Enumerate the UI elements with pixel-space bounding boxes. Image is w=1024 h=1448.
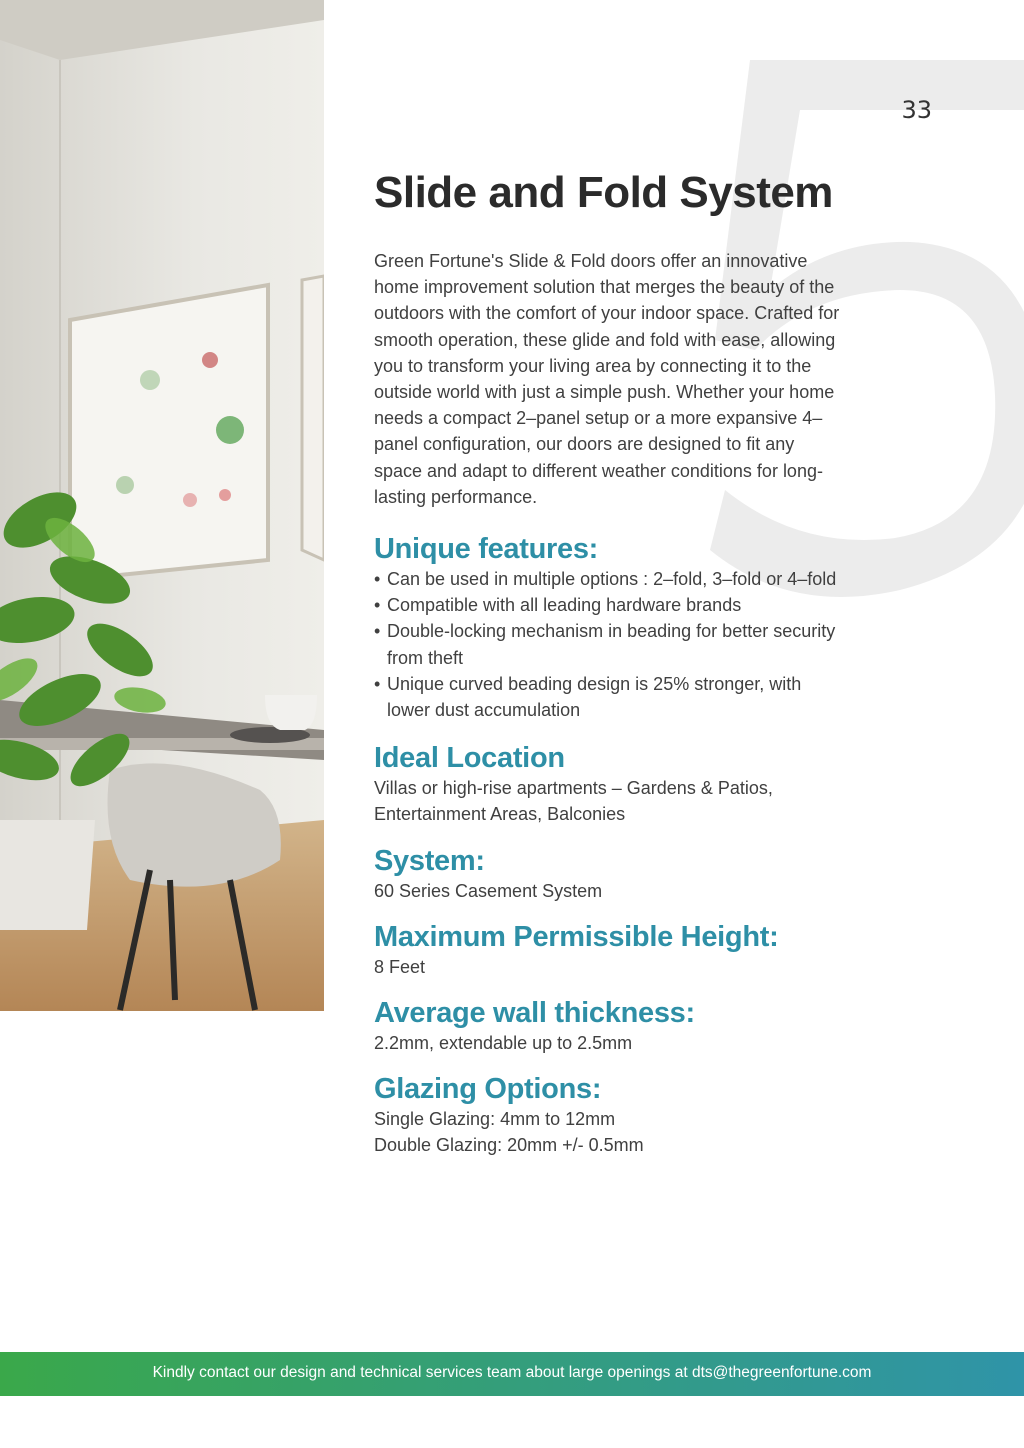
thickness-section <box>374 996 844 1056</box>
features-section <box>374 532 844 723</box>
height-text: 8 Feet <box>374 956 426 977</box>
glazing-heading: Glazing Options: <box>374 1073 602 1106</box>
feature-item: • Double-locking mechanism in beading for better security from theft <box>374 618 844 670</box>
features-heading: Unique features: <box>374 533 599 566</box>
main-content <box>374 168 844 1159</box>
location-section <box>374 741 844 827</box>
location-heading: Ideal Location <box>374 742 565 775</box>
glazing-section <box>374 1072 844 1158</box>
glazing-double: Double Glazing: 20mm +/- 0.5mm <box>374 1135 644 1156</box>
page-title: Slide and Fold System <box>374 168 833 217</box>
location-text: Villas or high-rise apartments – Gardens & Patios, Entertainment Areas, Balconies <box>374 778 773 825</box>
interior-illustration <box>0 0 324 1011</box>
intro-paragraph: Green Fortune's Slide & Fold doors offer an innovative home improvement solution that merges the beauty of the outdoors with the comfort of your indoor space. Crafted for smooth operation, these glide and fold with ease, allowing you to transform your living area by connecting it to the outside world with just a simple push. Whether your home needs a compact 2–panel setup or a more expansive 4–panel configuration, our doors are designed to fit any space and adapt to different weather conditions for long-lasting performance. <box>374 251 840 507</box>
thickness-text: 2.2mm, extendable up to 2.5mm <box>374 1033 633 1054</box>
footer-contact-text: Kindly contact our design and technical services team about large openings at dts@thegreenfortune.com <box>152 1364 872 1381</box>
system-section <box>374 844 844 904</box>
system-heading: System: <box>374 844 485 877</box>
glazing-single: Single Glazing: 4mm to 12mm <box>374 1109 616 1130</box>
height-heading: Maximum Permissible Height: <box>374 920 779 953</box>
page-number: 33 <box>901 96 932 124</box>
system-text: 60 Series Casement System <box>374 880 603 901</box>
feature-item: • Can be used in multiple options : 2–fold, 3–fold or 4–fold <box>374 566 844 592</box>
features-list <box>374 566 844 723</box>
height-section <box>374 920 844 980</box>
interior-photo <box>0 0 324 1011</box>
thickness-heading: Average wall thickness: <box>374 997 695 1030</box>
feature-item: • Compatible with all leading hardware brands <box>374 592 844 618</box>
feature-item: • Unique curved beading design is 25% stronger, with lower dust accumulation <box>374 671 844 723</box>
footer-bar <box>0 1352 1024 1396</box>
